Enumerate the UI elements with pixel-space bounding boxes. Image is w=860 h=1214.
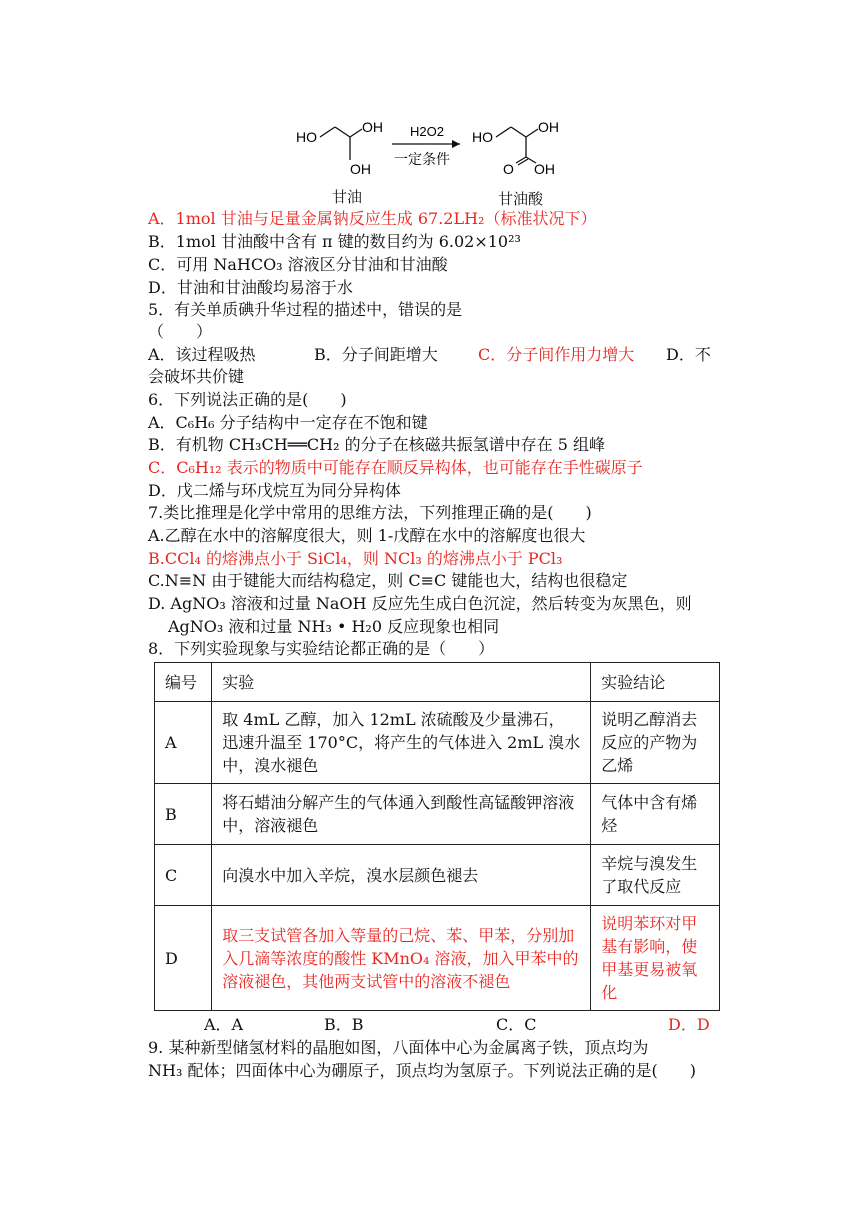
- q6-stem: 6．下列说法正确的是( ): [148, 390, 347, 409]
- table-row: [155, 702, 720, 784]
- row-id: D: [155, 906, 212, 1011]
- row-experiment: 向溴水中加入辛烷，溴水层颜色褪去: [212, 845, 591, 906]
- q4-option-d: D．甘油和甘油酸均易溶于水: [148, 278, 353, 297]
- q5-option-d: D．不: [666, 345, 711, 364]
- acid-o-label: O: [503, 161, 514, 177]
- header-id: 编号: [155, 663, 212, 702]
- q9-line1: 9. 某种新型储氢材料的晶胞如图，八面体中心为金属离子铁，顶点均为: [148, 1038, 649, 1057]
- row-id: C: [155, 845, 212, 906]
- q7-stem: 7.类比推理是化学中常用的思维方法，下列推理正确的是( ): [148, 503, 592, 522]
- condition-label: 一定条件: [394, 152, 450, 168]
- glycerol-oh-top-label: OH: [362, 119, 383, 135]
- table-row: [155, 784, 720, 845]
- acid-oh-bottom-label: OH: [534, 161, 555, 177]
- glyceric-acid-structure: [496, 127, 538, 165]
- table-row: [155, 906, 720, 1011]
- product-name: 甘油酸: [498, 190, 544, 208]
- glycerol-oh-bottom-label: OH: [350, 161, 371, 177]
- q5-option-d-cont: 会破坏共价键: [148, 367, 245, 386]
- row-id: B: [155, 784, 212, 845]
- q4-option-c: C．可用 NaHCO₃ 溶液区分甘油和甘油酸: [148, 255, 448, 274]
- q4-option-b: B．1mol 甘油酸中含有 π 键的数目约为 6.02×10²³: [148, 232, 521, 251]
- header-conclusion: 实验结论: [591, 663, 720, 702]
- q9-line2: NH₃ 配体；四面体中心为硼原子，顶点均为氢原子。下列说法正确的是( ): [148, 1061, 696, 1080]
- q5-option-a: A．该过程吸热: [148, 345, 256, 364]
- reaction-arrow-head: [452, 140, 460, 148]
- q7-option-c: C.N≡N 由于键能大而结构稳定，则 C≡C 键能也大，结构也很稳定: [148, 571, 628, 590]
- q5-option-b: B．分子间距增大: [314, 345, 438, 364]
- acid-ho-label: HO: [472, 129, 493, 145]
- row-conclusion: 辛烷与溴发生了取代反应: [591, 845, 720, 906]
- q8-option-d: D．D: [668, 1015, 710, 1034]
- q7-option-b: B.CCl₄ 的熔沸点小于 SiCl₄，则 NCl₃ 的熔沸点小于 PCl₃: [148, 549, 563, 568]
- row-experiment: 取三支试管各加入等量的己烷、苯、甲苯，分别加入几滴等浓度的酸性 KMnO₄ 溶液，加入甲苯中的溶液褪色，其他两支试管中的溶液不褪色: [212, 906, 591, 1011]
- q6-option-c: C．C₆H₁₂ 表示的物质中可能存在顺反异构体，也可能存在手性碳原子: [148, 458, 643, 477]
- q7-option-d-line1: D. AgNO₃ 溶液和过量 NaOH 反应先生成白色沉淀，然后转变为灰黑色，则: [148, 594, 692, 613]
- reactant-name: 甘油: [332, 188, 363, 206]
- q6-option-d: D．戊二烯与环戊烷互为同分异构体: [148, 481, 401, 500]
- q5-option-c: C．分子间作用力增大: [478, 345, 635, 364]
- table-header-row: [155, 663, 720, 702]
- q8-stem: 8．下列实验现象与实验结论都正确的是（ ）: [148, 639, 495, 658]
- q5-stem: 5．有关单质碘升华过程的描述中，错误的是: [148, 300, 463, 319]
- experiment-table: [154, 662, 720, 1011]
- glycerol-ho-label: HO: [296, 129, 317, 145]
- row-id: A: [155, 702, 212, 784]
- q6-option-b: B．有机物 CH₃CH══CH₂ 的分子在核磁共振氢谱中存在 5 组峰: [148, 435, 605, 454]
- glycerol-oxidation-figure: [290, 112, 580, 212]
- reagent-label: H2O2: [410, 124, 444, 139]
- q6-option-a: A．C₆H₆ 分子结构中一定存在不饱和键: [148, 413, 428, 432]
- row-experiment: 取 4mL 乙醇，加入 12mL 浓硫酸及少量沸石，迅速升温至 170°C，将产生的气体进入 2mL 溴水中，溴水褪色: [212, 702, 591, 784]
- q8-option-a: A．A: [204, 1015, 244, 1034]
- glycerol-structure: [320, 127, 362, 160]
- acid-oh-top-label: OH: [538, 119, 559, 135]
- row-conclusion: 气体中含有烯烃: [591, 784, 720, 845]
- row-experiment: 将石蜡油分解产生的气体通入到酸性高锰酸钾溶液中，溶液褪色: [212, 784, 591, 845]
- header-experiment: 实验: [212, 663, 591, 702]
- q7-option-d-line2: AgNO₃ 液和过量 NH₃ • H₂0 反应现象也相同: [168, 617, 500, 636]
- q8-option-b: B．B: [324, 1015, 364, 1034]
- table-row: [155, 845, 720, 906]
- q4-option-a: A．1mol 甘油与足量金属钠反应生成 67.2LH₂（标准状况下）: [148, 209, 597, 228]
- q7-option-a: A.乙醇在水中的溶解度很大，则 1-戊醇在水中的溶解度也很大: [148, 526, 586, 545]
- row-conclusion: 说明乙醇消去反应的产物为乙烯: [591, 702, 720, 784]
- q5-blank: （ ）: [148, 322, 213, 341]
- row-conclusion: 说明苯环对甲基有影响，使甲基更易被氧化: [591, 906, 720, 1011]
- q8-option-c: C．C: [496, 1015, 537, 1034]
